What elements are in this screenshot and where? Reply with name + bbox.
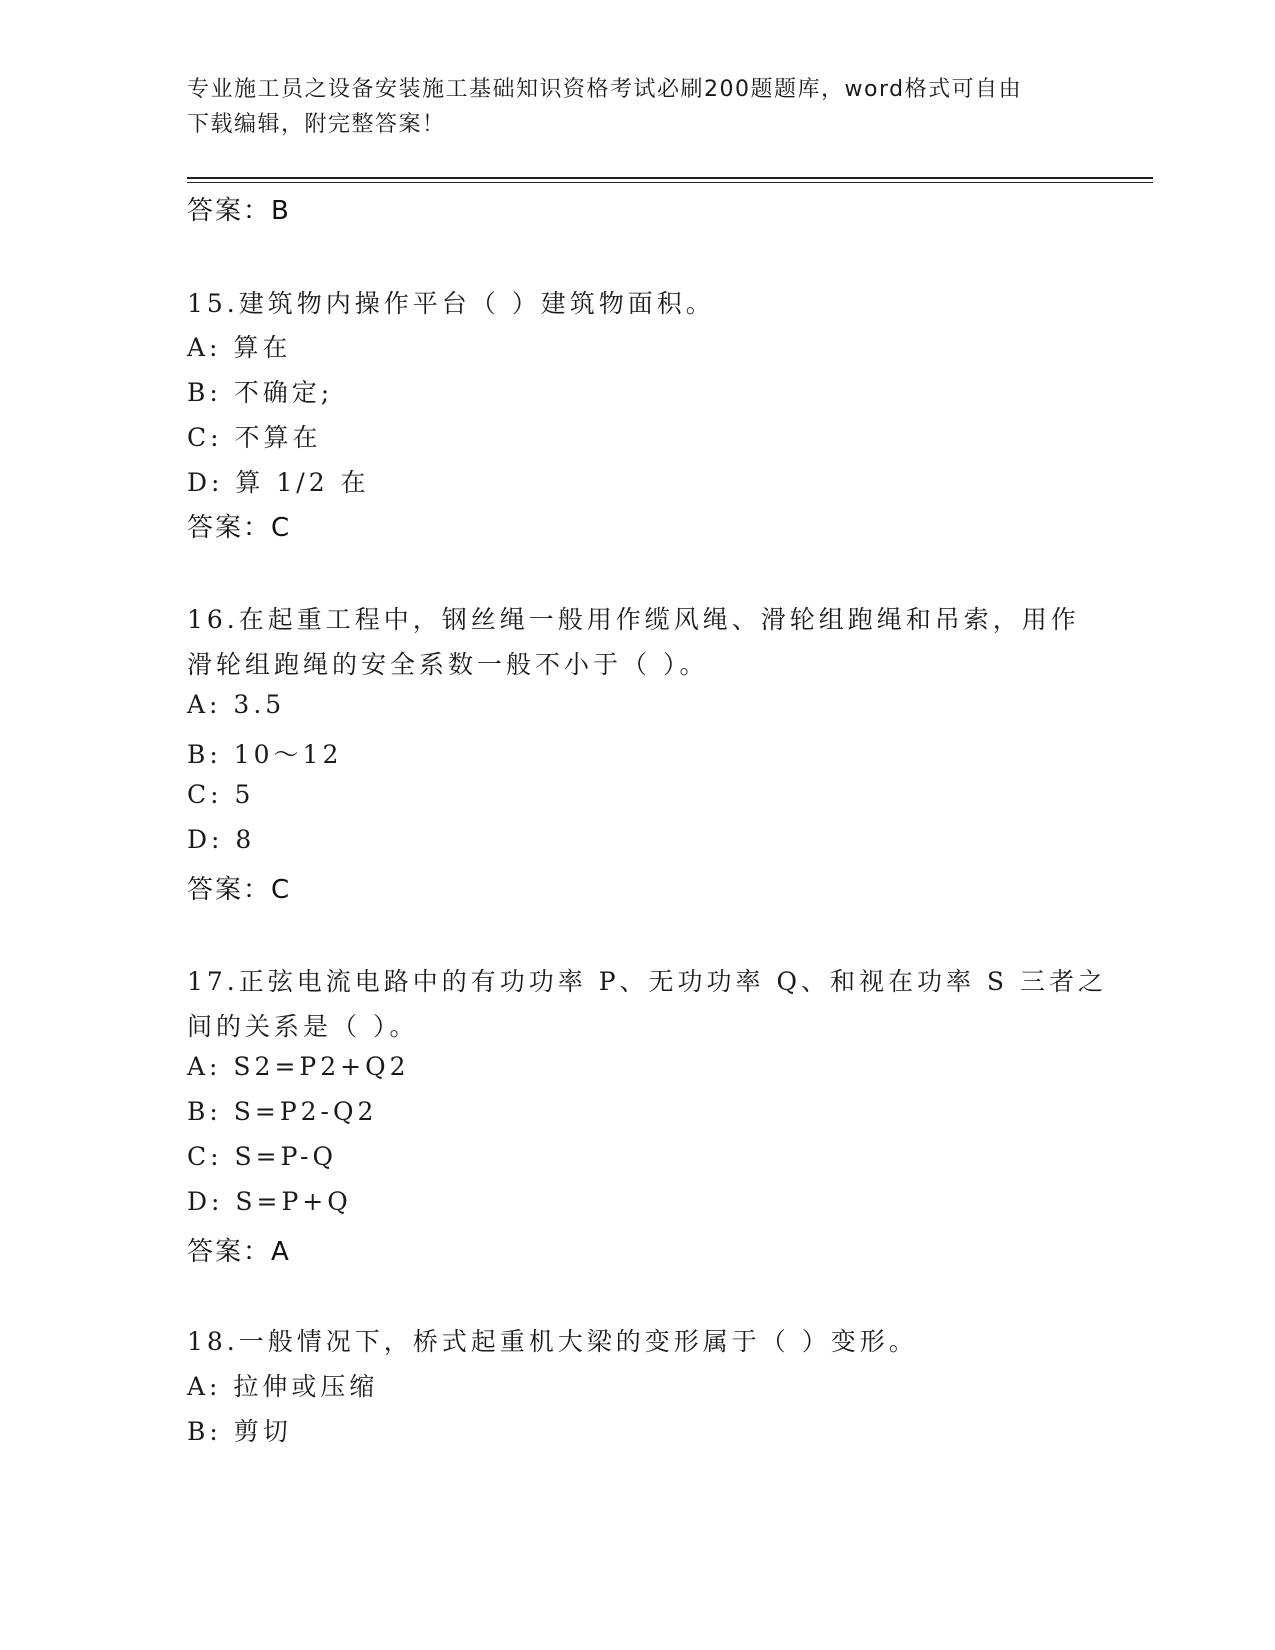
q16-stem-line-1: 16.在起重工程中，钢丝绳一般用作缆风绳、滑轮组跑绳和吊索，用作 xyxy=(187,605,1080,634)
header-line-2: 下载编辑，附完整答案！ xyxy=(187,112,446,137)
q17-stem-line-2: 间的关系是（ ）。 xyxy=(187,1012,419,1041)
q18-option-b: B: 剪切 xyxy=(187,1417,292,1446)
previous-answer: 答案：B xyxy=(187,196,291,226)
q15-option-a: A: 算在 xyxy=(187,333,292,362)
header-line-1: 专业施工员之设备安装施工基础知识资格考试必刷200题题库，word格式可自由 xyxy=(187,77,1023,102)
q17-option-b: B: S=P2-Q2 xyxy=(187,1097,378,1126)
q17-option-d: D: S=P+Q xyxy=(187,1187,352,1216)
header-divider-thick xyxy=(187,177,1153,179)
q15-option-b: B: 不确定; xyxy=(187,378,334,407)
q16-option-b: B: 10～12 xyxy=(187,740,343,769)
q15-option-d: D: 算 1/2 在 xyxy=(187,468,370,497)
q17-option-a: A: S2=P2+Q2 xyxy=(187,1052,410,1081)
header-divider-thin xyxy=(187,182,1153,183)
q17-stem-line-1: 17.正弦电流电路中的有功功率 P、无功功率 Q、和视在功率 S 三者之 xyxy=(187,967,1107,996)
q18-option-a: A: 拉伸或压缩 xyxy=(187,1372,379,1401)
q18-stem: 18.一般情况下，桥式起重机大梁的变形属于（ ）变形。 xyxy=(187,1327,918,1356)
q16-option-c: C: 5 xyxy=(187,780,255,809)
document-header xyxy=(187,72,1077,142)
q16-option-a: A: 3.5 xyxy=(187,690,286,719)
q15-answer: 答案：C xyxy=(187,513,292,543)
q16-stem-line-2: 滑轮组跑绳的安全系数一般不小于（ ）。 xyxy=(187,650,709,679)
q17-option-c: C: S=P-Q xyxy=(187,1142,337,1171)
q16-answer: 答案：C xyxy=(187,875,292,905)
q15-option-c: C: 不算在 xyxy=(187,423,322,452)
q15-stem: 15.建筑物内操作平台（ ）建筑物面积。 xyxy=(187,289,715,318)
q16-option-d: D: 8 xyxy=(187,825,256,854)
q17-answer: 答案：A xyxy=(187,1237,291,1267)
